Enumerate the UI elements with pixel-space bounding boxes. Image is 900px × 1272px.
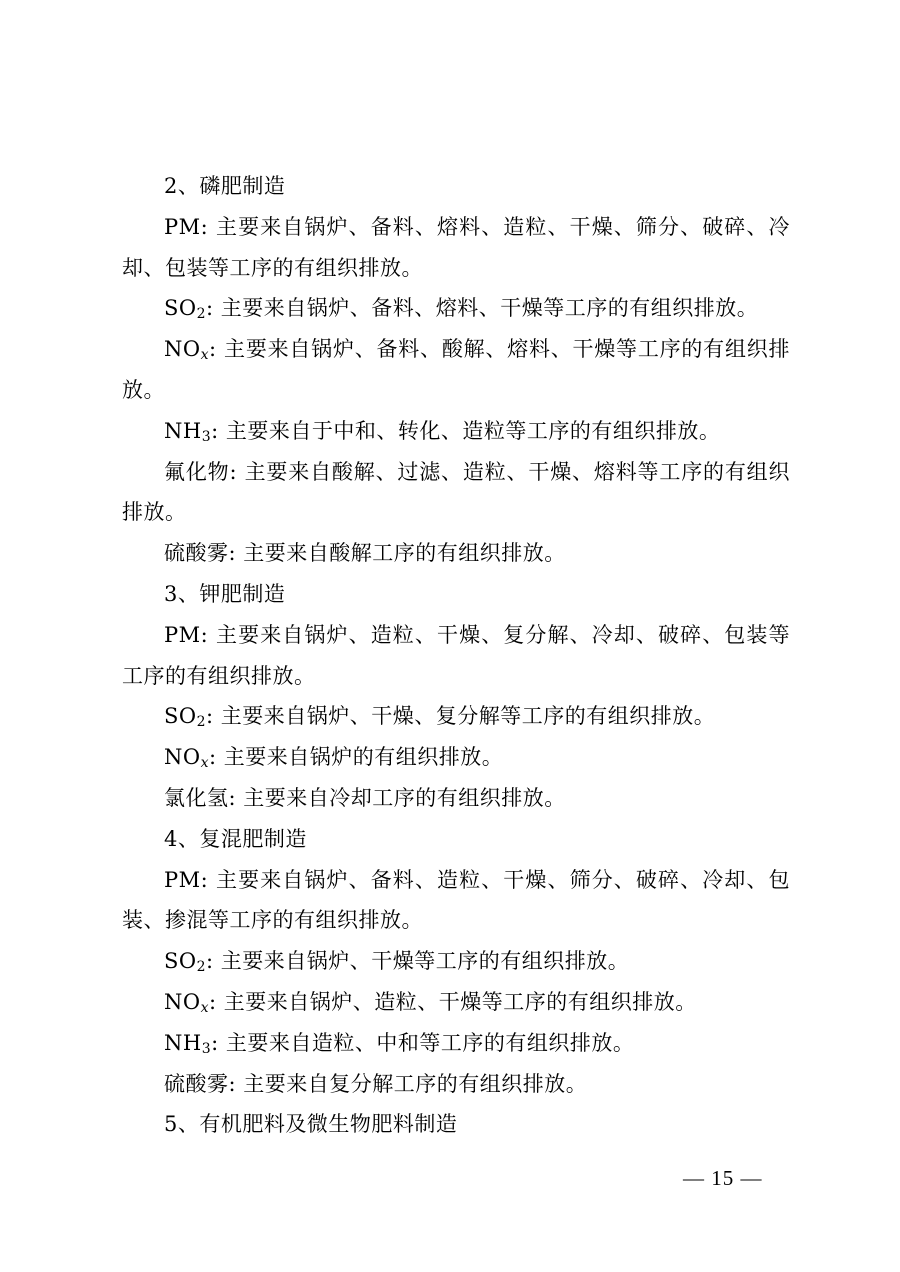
paragraph-text: 主要来自复分解工序的有组织排放。 <box>243 1071 588 1096</box>
paragraph-compound-pm <box>122 860 790 942</box>
paragraph-text: 主要来自锅炉、备料、造粒、干燥、筛分、破碎、冷却、包装、掺混等工序的有组织排放。 <box>122 867 790 933</box>
paragraph-text: 主要来自酸解、过滤、造粒、干燥、熔料等工序的有组织排放。 <box>122 459 791 525</box>
paragraph-compound-nh3 <box>122 1023 790 1064</box>
label-separator: : <box>206 296 214 321</box>
pollutant-subscript: x <box>200 755 209 772</box>
section-heading: 4、复混肥制造 <box>164 826 307 851</box>
label-separator: : <box>200 214 209 239</box>
pollutant-subscript: 3 <box>201 428 212 445</box>
paragraph-phosphate-nh3 <box>122 411 790 452</box>
pollutant-label: 硫酸雾 <box>164 541 229 566</box>
label-separator: : <box>211 418 219 443</box>
paragraph-text: 主要来自锅炉、干燥、复分解等工序的有组织排放。 <box>220 704 716 729</box>
label-separator: : <box>200 622 209 647</box>
paragraph-compound-acid-mist <box>122 1064 790 1105</box>
section-heading: 2、磷肥制造 <box>164 174 286 198</box>
pollutant-label: NO <box>164 337 201 362</box>
paragraph-compound-nox <box>122 982 790 1023</box>
label-separator: : <box>228 1071 237 1096</box>
label-separator: : <box>206 704 214 729</box>
paragraph-text: 主要来自酸解工序的有组织排放。 <box>243 541 566 566</box>
paragraph-compound-so2 <box>122 941 790 982</box>
paragraph-potash-nox <box>122 737 790 778</box>
pollutant-label: NH <box>164 1030 202 1055</box>
section-heading: 3、钾肥制造 <box>164 581 286 606</box>
pollutant-subscript: 2 <box>196 714 207 731</box>
pollutant-label: PM <box>164 622 201 647</box>
pollutant-label: NO <box>164 745 201 770</box>
paragraph-phosphate-nox <box>122 329 790 411</box>
document-body <box>122 166 790 1145</box>
section-heading: 5、有机肥料及微生物肥料制造 <box>164 1112 458 1137</box>
paragraph-phosphate-pm <box>122 207 790 289</box>
pollutant-label: SO <box>164 949 197 974</box>
paragraph-text: 主要来自造粒、中和等工序的有组织排放。 <box>225 1030 635 1055</box>
paragraph-text: 主要来自锅炉、备料、熔料、干燥等工序的有组织排放。 <box>220 296 759 321</box>
pollutant-subscript: 3 <box>201 1040 212 1057</box>
paragraph-text: 主要来自锅炉、备料、熔料、造粒、干燥、筛分、破碎、冷却、包装等工序的有组织排放。 <box>122 214 790 280</box>
label-separator: : <box>229 459 238 484</box>
label-separator: : <box>211 1030 219 1055</box>
paragraph-phosphate-so2 <box>122 288 790 329</box>
paragraph-potash-pm <box>122 615 790 697</box>
pollutant-label: SO <box>164 296 197 321</box>
pollutant-subscript: x <box>200 347 209 364</box>
paragraph-text: 主要来自锅炉的有组织排放。 <box>223 745 504 770</box>
paragraph-potash-so2 <box>122 696 790 737</box>
paragraph-phosphate-acid-mist <box>122 533 790 574</box>
paragraph-text: 主要来自锅炉、干燥等工序的有组织排放。 <box>220 949 630 974</box>
pollutant-subscript: 2 <box>196 306 207 323</box>
pollutant-label: 氯化氢 <box>164 785 229 810</box>
pollutant-label: NO <box>164 989 201 1014</box>
paragraph-text: 主要来自于中和、转化、造粒等工序的有组织排放。 <box>225 418 721 443</box>
pollutant-label: SO <box>164 704 197 729</box>
pollutant-label: 硫酸雾 <box>164 1071 229 1096</box>
pollutant-label: NH <box>164 418 202 443</box>
pollutant-label: PM <box>164 214 201 239</box>
page-number: — 15 — <box>683 1166 763 1190</box>
paragraph-text: 主要来自锅炉、造粒、干燥、复分解、冷却、破碎、包装等工序的有组织排放。 <box>122 622 790 688</box>
label-separator: : <box>206 949 214 974</box>
paragraph-text: 主要来自冷却工序的有组织排放。 <box>243 785 566 810</box>
paragraph-text: 主要来自锅炉、备料、酸解、熔料、干燥等工序的有组织排放。 <box>122 337 791 402</box>
label-separator: : <box>228 785 237 810</box>
pollutant-subscript: 2 <box>196 959 207 976</box>
paragraph-phosphate-fluoride <box>122 452 790 534</box>
label-separator: : <box>209 989 217 1014</box>
paragraph-potash-hcl <box>122 778 790 819</box>
pollutant-subscript: x <box>200 999 209 1016</box>
label-separator: : <box>200 867 209 892</box>
label-separator: : <box>209 337 217 362</box>
pollutant-label: PM <box>164 867 201 892</box>
pollutant-label: 氟化物 <box>164 459 230 484</box>
paragraph-text: 主要来自锅炉、造粒、干燥等工序的有组织排放。 <box>223 989 697 1014</box>
label-separator: : <box>209 745 217 770</box>
label-separator: : <box>228 541 237 566</box>
